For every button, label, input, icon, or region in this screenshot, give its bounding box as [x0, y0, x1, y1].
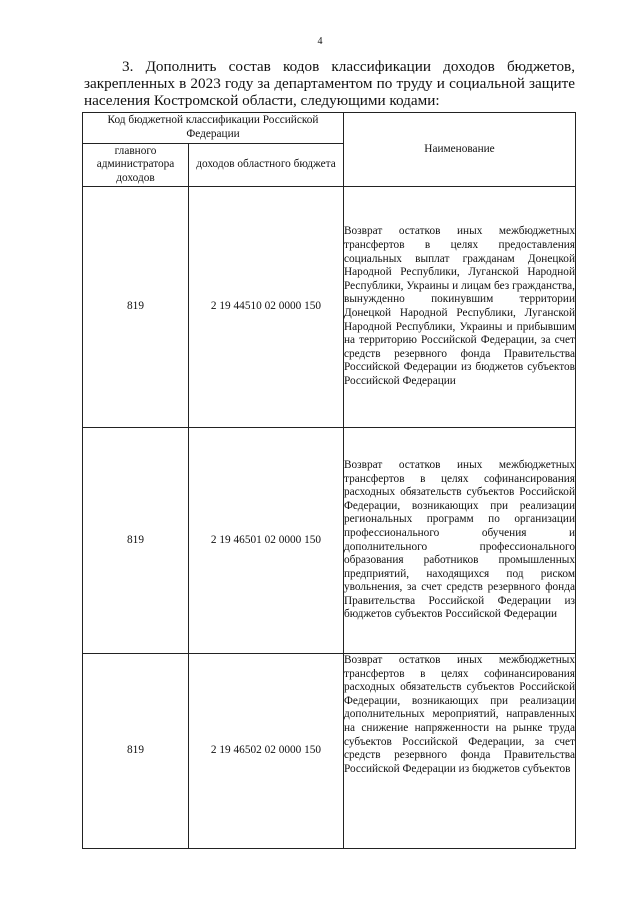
table-row — [83, 654, 576, 849]
admin-code-cell: 819 — [83, 428, 189, 654]
page-number: 4 — [317, 36, 323, 47]
header-name: Наименование — [344, 113, 576, 187]
header-budget-classification: Код бюджетной классификации Российской Федерации — [83, 113, 344, 144]
revenue-code-cell: 2 19 44510 02 0000 150 — [189, 187, 344, 428]
header-main-administrator: главного администратора доходов — [83, 144, 189, 187]
revenue-code-cell: 2 19 46502 02 0000 150 — [189, 654, 344, 849]
revenue-name-cell: Возврат остатков иных межбюджетных трансфертов в целях софинансирования расходных обязательств субъектов Российской Федерации, возникающих при реализации региональных программ по организации профессионального обучения и дополнительного профессионального образования работников промышленных предприятий, находящихся под риском увольнения, за счет средств резервного фонда Правительства Российской Федерации из бюджетов субъектов Российской Федерации — [344, 428, 576, 654]
header-regional-budget-revenue: доходов областного бюджета — [189, 144, 344, 187]
table-header-row — [83, 113, 576, 144]
revenue-name-cell: Возврат остатков иных межбюджетных трансфертов в целях софинансирования расходных обязательств субъектов Российской Федерации, возникающих при реализации дополнительных мероприятий, направленных на снижение напряженности на рынке труда субъектов Российской Федерации, за счет средств резервного фонда Правительства Российской Федерации из бюджетов субъектов — [344, 654, 576, 849]
revenue-code-cell: 2 19 46501 02 0000 150 — [189, 428, 344, 654]
intro-paragraph: 3. Дополнить состав кодов классификации доходов бюджетов, закрепленных в 2023 году за департаментом по труду и социальной защите населения Костромской области, следующими кодами: — [84, 58, 575, 109]
admin-code-cell: 819 — [83, 654, 189, 849]
table-row — [83, 428, 576, 654]
table-row — [83, 187, 576, 428]
revenue-name-cell: Возврат остатков иных межбюджетных трансфертов в целях предоставления социальных выплат гражданам Донецкой Народной Республики, Луганской Народной Республики, Украины и лицам без гражданства, вынужденно покинувшим территории Донецкой Народной Республики, Луганской Народной Республики, Украины и прибывшим на территорию Российской Федерации, за счет средств резервного фонда Правительства Российской Федерации из бюджетов субъектов Российской Федерации — [344, 187, 576, 428]
admin-code-cell: 819 — [83, 187, 189, 428]
budget-codes-table — [82, 112, 576, 849]
